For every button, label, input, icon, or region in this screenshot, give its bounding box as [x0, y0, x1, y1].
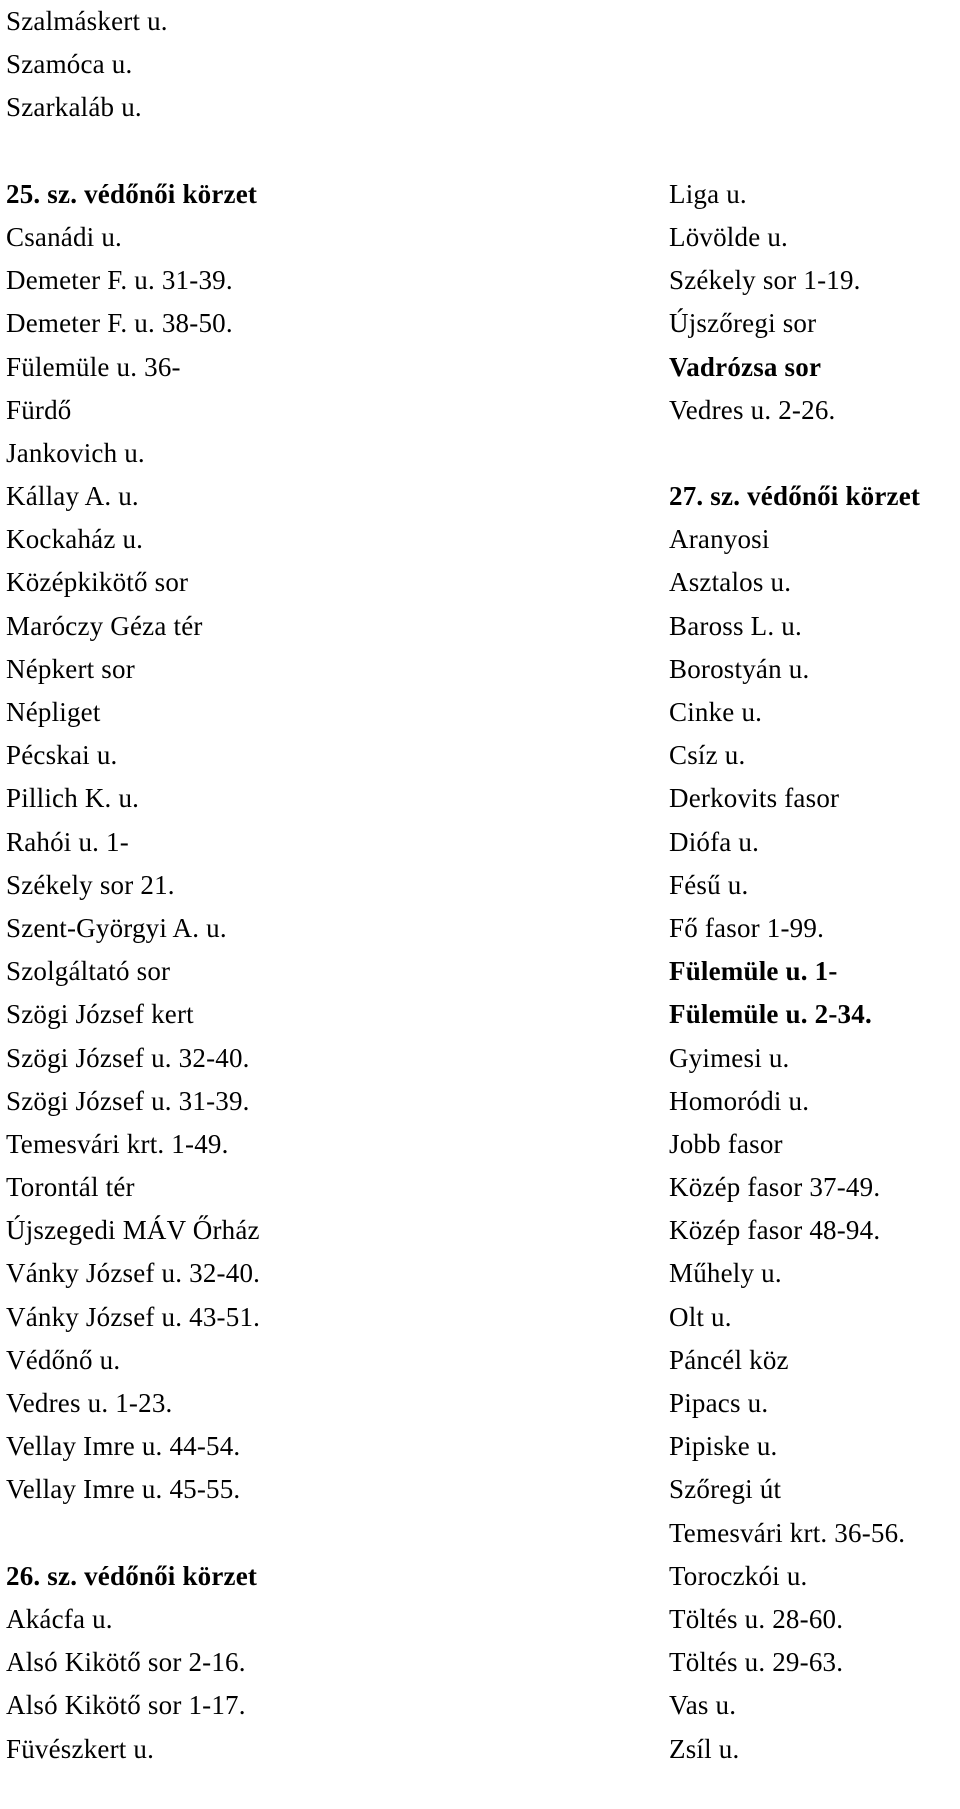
street-item: Olt u. [669, 1301, 732, 1332]
street-item: Töltés u. 28-60. [669, 1603, 844, 1634]
street-item: Fülemüle u. 1- [669, 956, 838, 987]
street-item: Védőnő u. [6, 1344, 121, 1375]
street-item: Zsíl u. [669, 1733, 740, 1764]
district-26-continued-list [669, 173, 960, 432]
street-item: Demeter F. u. 38-50. [6, 308, 233, 339]
street-item: Csanádi u. [6, 221, 122, 252]
street-item: Torontál tér [6, 1172, 135, 1203]
street-item: Páncél köz [669, 1344, 789, 1375]
street-item: Demeter F. u. 31-39. [6, 265, 233, 296]
street-item: Népkert sor [6, 653, 135, 684]
street-item: Vas u. [669, 1690, 737, 1721]
district-26-street-list [6, 1598, 646, 1771]
top-street-list [6, 0, 646, 130]
street-item: Fülemüle u. 36- [6, 351, 181, 382]
street-item: Pillich K. u. [6, 783, 140, 814]
street-item: Szalmáskert u. [6, 6, 168, 36]
section-gap [669, 43, 960, 86]
street-item: Újszegedi MÁV Őrház [6, 1215, 260, 1246]
street-item: Jobb fasor [669, 1128, 783, 1159]
section-gap [669, 130, 960, 173]
street-item: Vedres u. 1-23. [6, 1388, 173, 1418]
street-item: Szent-Györgyi A. u. [6, 912, 227, 943]
section-gap [669, 0, 960, 43]
street-item: Fülemüle u. 2-34. [669, 999, 872, 1030]
street-item: Akácfa u. [6, 1603, 113, 1634]
street-item: Borostyán u. [669, 653, 810, 684]
street-item: Középkikötő sor [6, 567, 189, 598]
street-item: Csíz u. [669, 740, 746, 771]
street-item: Fő fasor 1-99. [669, 912, 825, 943]
street-item: Vánky József u. 32-40. [6, 1258, 261, 1289]
street-item: Népliget [6, 697, 101, 727]
street-item: Maróczy Géza tér [6, 610, 203, 641]
street-item: Székely sor 21. [6, 869, 175, 900]
street-item: Asztalos u. [669, 567, 792, 598]
street-item: Székely sor 1-19. [669, 265, 861, 296]
street-item: Lövölde u. [669, 221, 788, 252]
street-item: Alsó Kikötő sor 2-16. [6, 1647, 246, 1678]
street-item: Kockaház u. [6, 524, 144, 555]
street-item: Toroczkói u. [669, 1560, 808, 1591]
street-item: Szőregi út [669, 1474, 782, 1505]
street-item: Szögi József u. 31-39. [6, 1085, 250, 1116]
street-item: Alsó Kikötő sor 1-17. [6, 1690, 246, 1721]
street-item: Pécskai u. [6, 740, 118, 771]
street-item: Műhely u. [669, 1258, 782, 1289]
left-column [6, 0, 646, 1771]
street-item: Kállay A. u. [6, 481, 139, 512]
street-item: Fésű u. [669, 869, 749, 900]
street-item: Közép fasor 37-49. [669, 1172, 881, 1203]
street-item: Vellay Imre u. 44-54. [6, 1431, 241, 1462]
street-item: Szögi József u. 32-40. [6, 1042, 250, 1073]
street-item: Szolgáltató sor [6, 956, 171, 987]
street-item: Újszőregi sor [669, 308, 817, 339]
street-item: Homoródi u. [669, 1085, 810, 1116]
district-26-heading: 26. sz. védőnői körzet [6, 1560, 258, 1591]
street-item: Gyimesi u. [669, 1042, 790, 1073]
street-item: Derkovits fasor [669, 783, 840, 814]
street-item: Jankovich u. [6, 437, 145, 468]
street-item: Vánky József u. 43-51. [6, 1301, 261, 1332]
street-item: Pipacs u. [669, 1388, 769, 1418]
street-item: Fürdő [6, 394, 72, 425]
district-27-heading: 27. sz. védőnői körzet [669, 481, 921, 512]
street-item: Közép fasor 48-94. [669, 1215, 881, 1246]
street-item: Cinke u. [669, 697, 763, 727]
district-25-heading: 25. sz. védőnői körzet [6, 178, 258, 209]
street-item: Szögi József kert [6, 999, 194, 1030]
section-gap [6, 130, 646, 173]
street-item: Baross L. u. [669, 610, 802, 641]
district-25-street-list [6, 216, 646, 1512]
street-item: Vellay Imre u. 45-55. [6, 1474, 241, 1505]
street-item: Rahói u. 1- [6, 826, 129, 857]
street-item: Liga u. [669, 178, 747, 209]
street-item: Füvészkert u. [6, 1733, 155, 1764]
street-item: Pipiske u. [669, 1431, 778, 1462]
street-item: Szarkaláb u. [6, 92, 142, 123]
section-gap [669, 86, 960, 129]
section-gap [669, 432, 960, 475]
street-item: Diófa u. [669, 826, 760, 857]
right-column [669, 0, 960, 1771]
street-item: Aranyosi [669, 524, 770, 555]
street-item: Szamóca u. [6, 49, 133, 80]
district-27-street-list [669, 518, 960, 1770]
section-gap [6, 1512, 646, 1555]
street-item: Vadrózsa sor [669, 351, 822, 382]
street-item: Vedres u. 2-26. [669, 394, 836, 425]
street-item: Temesvári krt. 1-49. [6, 1128, 229, 1159]
street-item: Temesvári krt. 36-56. [669, 1517, 906, 1548]
street-item: Töltés u. 29-63. [669, 1647, 844, 1678]
